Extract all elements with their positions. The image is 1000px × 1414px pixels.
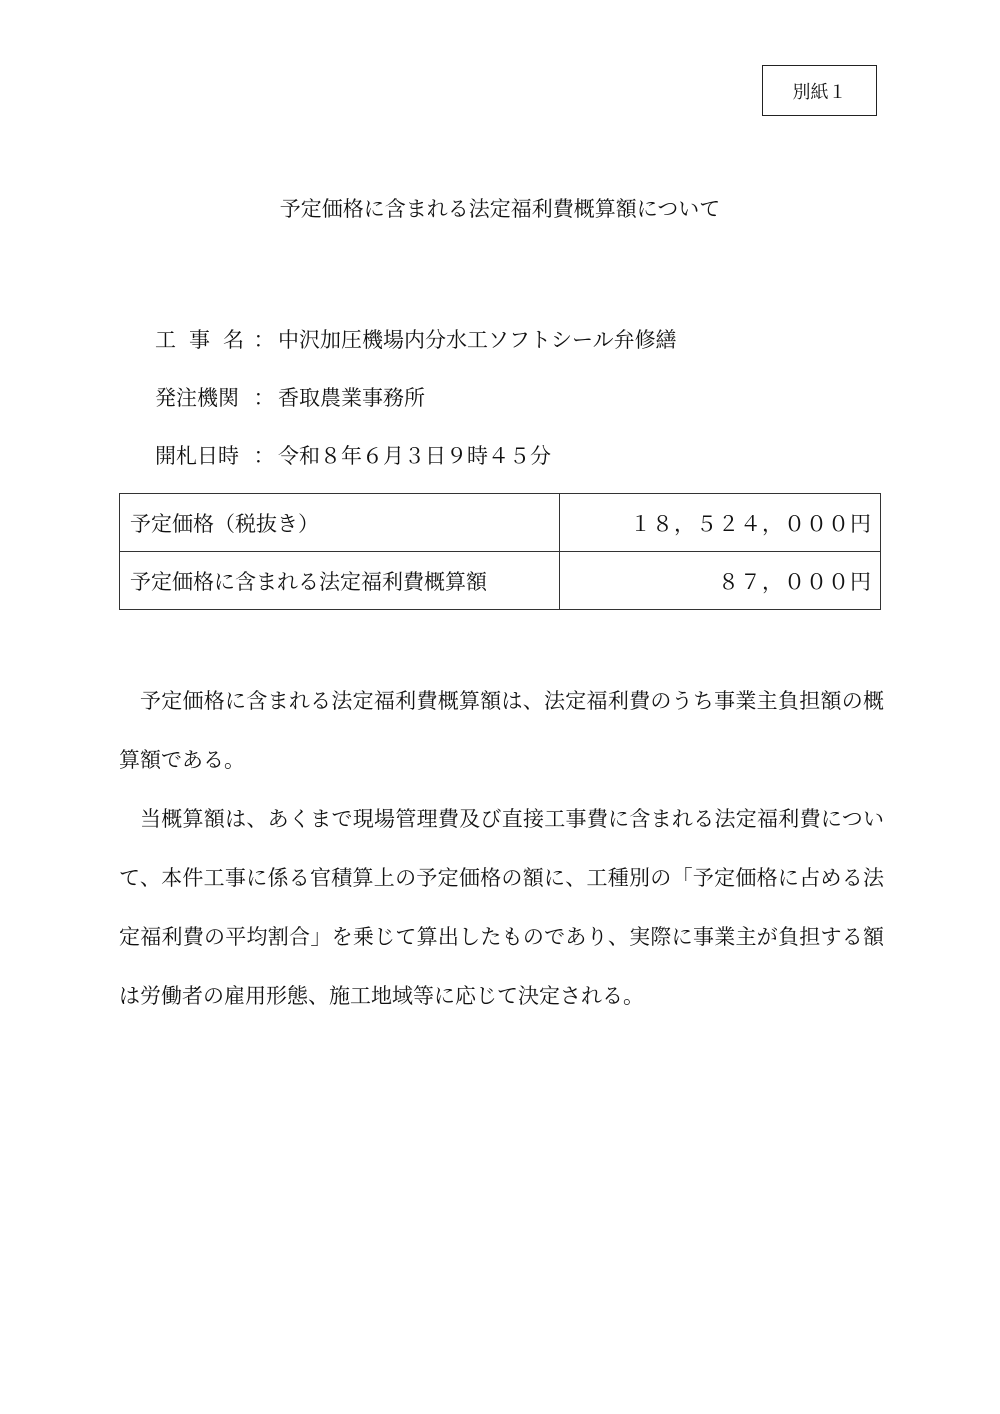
project-name-label: 工事名 bbox=[155, 328, 257, 352]
orderer-row bbox=[155, 368, 855, 426]
planned-price-value: １８，５２４，０００円 bbox=[560, 494, 881, 552]
orderer-value: 香取農業事務所 bbox=[278, 386, 425, 410]
project-name-value: 中沢加圧機場内分水工ソフトシール弁修繕 bbox=[278, 328, 677, 352]
table-row bbox=[120, 552, 881, 610]
paragraph: 当概算額は、あくまで現場管理費及び直接工事費に含まれる法定福利費について、本件工事に係る官積算上の予定価格の額に、工種別の「予定価格に占める法定福利費の平均割合」を乗じて算出したものであり、実際に事業主が負担する額は労働者の雇用形態、施工地域等に応じて決定される。 bbox=[119, 807, 884, 1008]
welfare-cost-label: 予定価格に含まれる法定福利費概算額 bbox=[120, 552, 560, 610]
bid-opening-value: 令和８年６月３日９時４５分 bbox=[278, 444, 551, 468]
welfare-cost-value: ８７，０００円 bbox=[560, 552, 881, 610]
project-name-row bbox=[155, 310, 855, 368]
attachment-label: 別紙１ bbox=[762, 65, 877, 116]
colon: ： bbox=[253, 328, 275, 352]
orderer-label: 発注機関 bbox=[155, 386, 239, 410]
colon: ： bbox=[253, 444, 275, 468]
explanation-text bbox=[119, 672, 884, 1026]
paragraph: 予定価格に含まれる法定福利費概算額は、法定福利費のうち事業主負担額の概算額である。 bbox=[119, 689, 884, 772]
bid-opening-row bbox=[155, 426, 855, 484]
planned-price-label: 予定価格（税抜き） bbox=[120, 494, 560, 552]
price-table bbox=[119, 493, 881, 610]
colon: ： bbox=[253, 386, 275, 410]
bid-opening-label: 開札日時 bbox=[155, 444, 239, 468]
document-title: 予定価格に含まれる法定福利費概算額について bbox=[279, 197, 721, 221]
project-info bbox=[155, 310, 855, 484]
table-row bbox=[120, 494, 881, 552]
